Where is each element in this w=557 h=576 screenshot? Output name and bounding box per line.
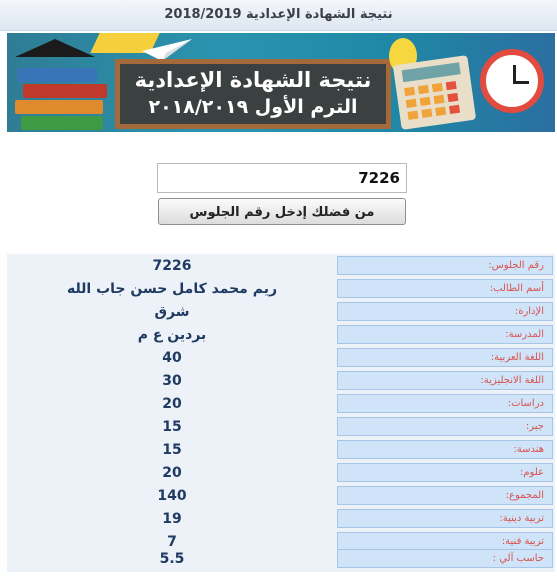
calculator-icon [393, 55, 476, 130]
paper-plane-icon [142, 39, 192, 61]
result-row [7, 302, 555, 323]
graduation-cap-icon [15, 39, 95, 57]
result-label: المجموع: [337, 486, 553, 505]
result-label: تربية فنية: [337, 532, 553, 551]
result-label: اللغة العربية: [337, 348, 553, 367]
result-value: بردين ع م [137, 327, 207, 343]
result-row [7, 417, 555, 438]
result-value: 7 [167, 534, 177, 550]
result-value: 20 [162, 396, 182, 412]
page-title: نتيجة الشهادة الإعدادية 2018/2019 [0, 0, 557, 31]
result-row [7, 486, 555, 507]
banner-subtitle: الترم الأول ٢٠١٨/٢٠١٩ [148, 96, 358, 118]
result-value: 7226 [152, 258, 192, 274]
result-value: ريم محمد كامل حسن جاب الله [66, 281, 278, 297]
result-value: 15 [162, 442, 182, 458]
result-row [7, 509, 555, 530]
results-table [7, 254, 555, 572]
result-label: تربية دينية: [337, 509, 553, 528]
result-value: 40 [162, 350, 182, 366]
result-label: جبر: [337, 417, 553, 436]
result-label: حاسب آلي : [337, 549, 553, 568]
result-value: شرق [154, 304, 190, 320]
banner-title: نتيجة الشهادة الإعدادية [134, 68, 372, 92]
result-label: المدرسة: [337, 325, 553, 344]
submit-seat-number-button[interactable]: من فضلك إدخل رقم الجلوس [158, 198, 406, 225]
banner-board [115, 59, 391, 129]
result-value: 30 [162, 373, 182, 389]
result-row [7, 549, 555, 570]
result-label: هندسة: [337, 440, 553, 459]
result-value: 15 [162, 419, 182, 435]
result-value: 5.5 [159, 551, 185, 567]
seat-number-input[interactable] [157, 163, 407, 193]
result-value: 20 [162, 465, 182, 481]
result-value: 19 [162, 511, 182, 527]
result-label: أسم الطالب: [337, 279, 553, 298]
alarm-clock-icon [480, 49, 544, 113]
result-row [7, 440, 555, 461]
result-value: 140 [157, 488, 187, 504]
books-icon [13, 68, 113, 130]
result-row [7, 348, 555, 369]
result-row [7, 256, 555, 277]
result-label: الإدارة: [337, 302, 553, 321]
result-row [7, 371, 555, 392]
result-label: دراسات: [337, 394, 553, 413]
result-row [7, 279, 555, 300]
header-banner [7, 33, 555, 132]
result-label: رقم الجلوس: [337, 256, 553, 275]
result-row [7, 325, 555, 346]
result-label: علوم: [337, 463, 553, 482]
result-row [7, 463, 555, 484]
result-label: اللغة الانجليزية: [337, 371, 553, 390]
result-row [7, 394, 555, 415]
